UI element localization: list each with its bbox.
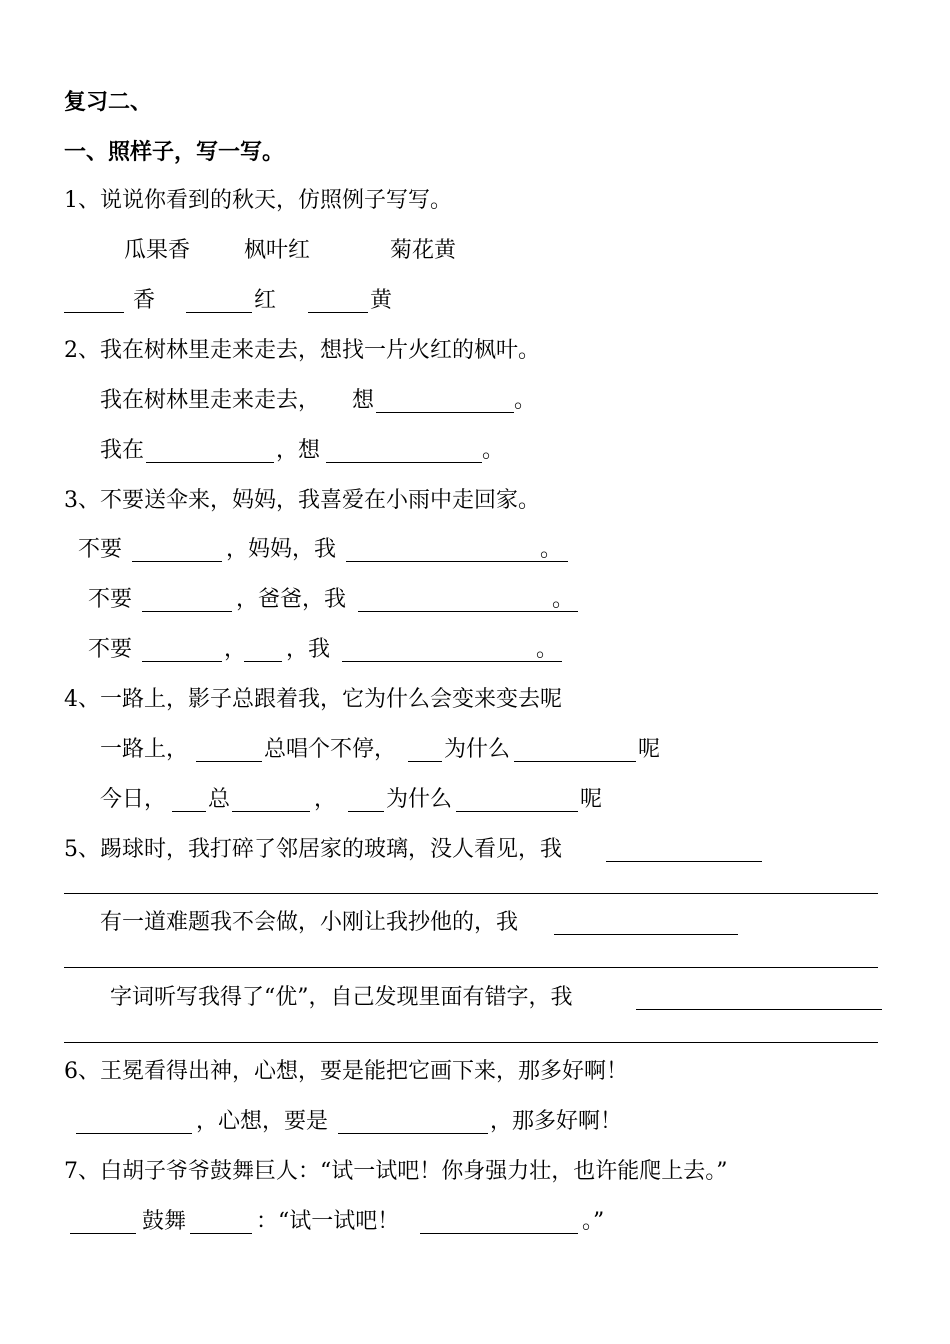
q4-row2-start: 今日， bbox=[100, 787, 167, 812]
q4-row1-blank-2[interactable] bbox=[408, 761, 442, 762]
q2-row2-mid: ，想 bbox=[276, 438, 321, 463]
q3-row2-blank-2[interactable] bbox=[358, 611, 578, 612]
q2-row2-blank-1[interactable] bbox=[146, 462, 274, 463]
q4-row2-comma: ， bbox=[314, 787, 337, 812]
q3-prompt-text: 3、不要送伞来，妈妈，我喜爱在小雨中走回家。 bbox=[64, 488, 540, 513]
q2-row2-start: 我在 bbox=[100, 438, 145, 463]
q3-row3-start: 不要 bbox=[88, 637, 133, 662]
q2-prompt-text: 2、我在树林里走来走去，想找一片火红的枫叶。 bbox=[64, 338, 540, 363]
q4-row2-blank-4[interactable] bbox=[456, 811, 578, 812]
q1-example-1: 瓜果香 bbox=[124, 238, 191, 263]
q5-answer-line-3[interactable] bbox=[64, 1042, 878, 1043]
q7-blank-2[interactable] bbox=[190, 1233, 252, 1234]
q4-row1-always: 总唱个不停， bbox=[264, 737, 397, 762]
q1-example-2: 枫叶红 bbox=[244, 238, 311, 263]
q7-prompt-text: 7、白胡子爷爷鼓舞巨人：“试一试吧！你身强力壮，也许能爬上去。” bbox=[64, 1159, 728, 1184]
q5-answer-line-1[interactable] bbox=[64, 893, 878, 894]
q1-blank-3[interactable] bbox=[308, 312, 368, 313]
q7-blank-3[interactable] bbox=[420, 1233, 578, 1234]
q3-row3-sep2: ，我 bbox=[286, 637, 331, 662]
q5-answer-line-2[interactable] bbox=[64, 967, 878, 968]
q2-row1-want: 想 bbox=[352, 388, 375, 413]
q1-prompt-text: 1、说说你看到的秋天，仿照例子写写。 bbox=[64, 188, 452, 213]
q6-row-end: ，那多好啊！ bbox=[490, 1109, 623, 1134]
q5-prompt-text: 5、踢球时，我打碎了邻居家的玻璃，没人看见，我 bbox=[64, 837, 562, 862]
q1-example-3: 菊花黄 bbox=[390, 238, 457, 263]
q3-row2-end: 。 bbox=[552, 587, 575, 612]
q3-row3-blank-1[interactable] bbox=[142, 661, 222, 662]
q6-blank-2[interactable] bbox=[338, 1133, 488, 1134]
q3-row3-blank-3[interactable] bbox=[342, 661, 562, 662]
q3-row1-end: 。 bbox=[540, 537, 563, 562]
q7-blank-1[interactable] bbox=[70, 1233, 136, 1234]
q4-row1-blank-3[interactable] bbox=[514, 761, 636, 762]
q1-blank-1[interactable] bbox=[64, 312, 124, 313]
q1-suffix-3: 黄 bbox=[370, 288, 393, 313]
q3-row1-blank-1[interactable] bbox=[132, 561, 222, 562]
q5-blank-2[interactable] bbox=[554, 934, 738, 935]
q4-row1-blank-1[interactable] bbox=[196, 761, 262, 762]
q2-row1-end: 。 bbox=[514, 388, 537, 413]
q3-row2-blank-1[interactable] bbox=[142, 611, 232, 612]
q3-row3-sep1: ， bbox=[224, 637, 247, 662]
q7-row-mid: 鼓舞 bbox=[142, 1209, 187, 1234]
q7-row-end: 。” bbox=[582, 1209, 605, 1234]
q4-row2-end: 呢 bbox=[580, 787, 603, 812]
title-text: 复习二、 bbox=[64, 89, 153, 115]
q3-row2-mid: ，爸爸，我 bbox=[236, 587, 347, 612]
q4-row2-blank-1[interactable] bbox=[172, 811, 206, 812]
q1-blank-2[interactable] bbox=[186, 312, 252, 313]
q3-row3-blank-2[interactable] bbox=[244, 661, 282, 662]
q2-row2-blank-2[interactable] bbox=[326, 462, 482, 463]
q4-row1-end: 呢 bbox=[638, 737, 661, 762]
q5-blank-1[interactable] bbox=[606, 861, 762, 862]
q5-line2-text: 有一道难题我不会做，小刚让我抄他的，我 bbox=[100, 910, 519, 935]
q6-row-mid: ，心想，要是 bbox=[196, 1109, 329, 1134]
q4-row2-blank-3[interactable] bbox=[348, 811, 384, 812]
q5-line3-text: 字词听写我得了“优”，自己发现里面有错字，我 bbox=[110, 985, 573, 1010]
q3-row3-end: 。 bbox=[536, 637, 559, 662]
q6-prompt-text: 6、王冕看得出神，心想，要是能把它画下来，那多好啊！ bbox=[64, 1059, 628, 1084]
q1-suffix-1: 香 bbox=[133, 288, 156, 313]
q7-row-colon: ：“试一试吧！ bbox=[256, 1209, 400, 1234]
q4-row1-start: 一路上， bbox=[100, 737, 189, 762]
q3-row1-mid: ，妈妈，我 bbox=[226, 537, 337, 562]
q2-row1-text: 我在树林里走来走去， bbox=[100, 388, 321, 413]
q4-row2-why: 为什么 bbox=[386, 787, 453, 812]
q3-row1-blank-2[interactable] bbox=[346, 561, 568, 562]
q1-suffix-2: 红 bbox=[254, 288, 277, 313]
q4-prompt-text: 4、一路上，影子总跟着我，它为什么会变来变去呢 bbox=[64, 687, 562, 712]
q6-blank-1[interactable] bbox=[76, 1133, 192, 1134]
q5-blank-3[interactable] bbox=[636, 1009, 882, 1010]
q3-row1-start: 不要 bbox=[78, 537, 123, 562]
q4-row2-blank-2[interactable] bbox=[232, 811, 310, 812]
q3-row2-start: 不要 bbox=[88, 587, 133, 612]
q4-row2-always: 总 bbox=[208, 787, 231, 812]
q4-row1-why: 为什么 bbox=[444, 737, 511, 762]
q2-row1-blank[interactable] bbox=[376, 412, 514, 413]
q2-row2-end: 。 bbox=[482, 438, 505, 463]
section-heading-text: 一、照样子，写一写。 bbox=[64, 139, 285, 165]
